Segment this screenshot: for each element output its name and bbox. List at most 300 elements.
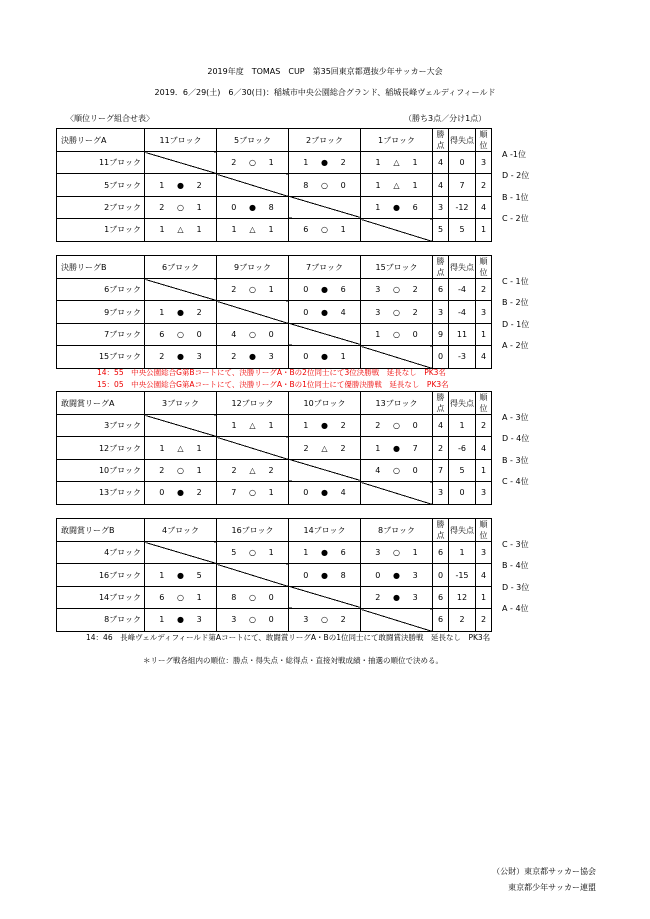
match-result bbox=[217, 415, 289, 437]
result-mark: △ bbox=[249, 225, 256, 235]
table-row bbox=[57, 346, 492, 368]
score-for: 3 bbox=[303, 615, 309, 625]
score-for: 1 bbox=[159, 307, 165, 317]
row-team-label: 4ブロック bbox=[57, 542, 145, 564]
score-against: 1 bbox=[268, 488, 274, 498]
org-association: （公財）東京都サッカー協会 bbox=[492, 867, 596, 876]
result-mark: ● bbox=[393, 202, 400, 212]
score-against: 2 bbox=[196, 488, 202, 498]
score-for: 1 bbox=[375, 158, 381, 168]
points-value: 3 bbox=[433, 482, 449, 504]
diagonal-cell bbox=[145, 279, 217, 301]
score-for: 1 bbox=[159, 443, 165, 453]
match-result bbox=[289, 301, 361, 323]
diff-value: -12 bbox=[449, 196, 476, 218]
match-result bbox=[145, 196, 217, 218]
score-against: 4 bbox=[340, 307, 346, 317]
result-mark: ● bbox=[321, 285, 328, 295]
diff-value: 5 bbox=[449, 459, 476, 481]
score-against: 4 bbox=[340, 488, 346, 498]
table-row bbox=[57, 301, 492, 323]
score-for: 1 bbox=[159, 570, 165, 580]
placement-label: B - 2位 bbox=[502, 298, 529, 308]
team-header: 3ブロック bbox=[145, 392, 217, 415]
rank-value: 1 bbox=[476, 323, 492, 345]
team-header: 8ブロック bbox=[361, 519, 433, 542]
diff-value: 2 bbox=[449, 609, 476, 631]
points-value: 4 bbox=[433, 174, 449, 196]
match-result bbox=[289, 482, 361, 504]
rank-value: 4 bbox=[476, 346, 492, 368]
ranking-note: ＊リーグ戦各組内の順位：勝点・得失点・総得点・直接対戦成績・抽選の順位で決める。 bbox=[143, 656, 443, 665]
rank-value: 4 bbox=[476, 437, 492, 459]
match-result bbox=[145, 609, 217, 631]
match-result bbox=[361, 279, 433, 301]
league-table bbox=[56, 518, 492, 632]
rank-header: 順位 bbox=[476, 519, 492, 542]
result-mark: △ bbox=[393, 158, 400, 168]
placement-label: B - 3位 bbox=[502, 455, 529, 465]
score-for: 3 bbox=[375, 548, 381, 558]
score-against: 2 bbox=[412, 285, 418, 295]
result-mark: △ bbox=[249, 421, 256, 431]
table-row bbox=[57, 437, 492, 459]
score-for: 4 bbox=[231, 329, 237, 339]
score-for: 6 bbox=[159, 592, 165, 602]
diff-header: 得失点 bbox=[449, 519, 476, 542]
result-mark: ○ bbox=[249, 329, 256, 339]
points-header: 勝点 bbox=[433, 256, 449, 279]
score-against: 1 bbox=[196, 225, 202, 235]
diff-value: 5 bbox=[449, 219, 476, 241]
points-value: 5 bbox=[433, 219, 449, 241]
table-row bbox=[57, 542, 492, 564]
rank-value: 2 bbox=[476, 174, 492, 196]
diagonal-cell bbox=[217, 174, 289, 196]
diff-value: -3 bbox=[449, 346, 476, 368]
score-against: 3 bbox=[412, 570, 418, 580]
points-value: 6 bbox=[433, 542, 449, 564]
score-for: 2 bbox=[231, 465, 237, 475]
result-mark: ○ bbox=[393, 465, 400, 475]
match-result bbox=[289, 152, 361, 174]
row-team-label: 8ブロック bbox=[57, 609, 145, 631]
table-row bbox=[57, 279, 492, 301]
league-table bbox=[56, 128, 492, 242]
row-team-label: 12ブロック bbox=[57, 437, 145, 459]
diagonal-cell bbox=[361, 609, 433, 631]
result-mark: △ bbox=[321, 443, 328, 453]
placement-label: C - 3位 bbox=[502, 540, 529, 549]
page-title: 2019年度 TOMAS CUP 第35回東京都選抜少年サッカー大会 bbox=[207, 67, 443, 76]
placement-label: B - 1位 bbox=[502, 192, 529, 202]
league-name: 決勝リーグA bbox=[57, 129, 145, 152]
rank-value: 2 bbox=[476, 279, 492, 301]
diff-value: 7 bbox=[449, 174, 476, 196]
result-mark: ● bbox=[321, 307, 328, 317]
match-result bbox=[361, 542, 433, 564]
result-mark: ○ bbox=[249, 488, 256, 498]
result-mark: ○ bbox=[249, 158, 256, 168]
score-against: 6 bbox=[412, 202, 418, 212]
diagonal-cell bbox=[145, 542, 217, 564]
placement-label: A -1位 bbox=[502, 150, 526, 159]
result-mark: ● bbox=[177, 615, 184, 625]
score-against: 3 bbox=[412, 592, 418, 602]
match-result bbox=[145, 437, 217, 459]
result-mark: ● bbox=[177, 570, 184, 580]
red-note-1: 14：55 中央公園総合G第Bコートにて、決勝リーグA・Bの2位同士にて3位決勝戦 延長なし PK3名 bbox=[97, 368, 446, 377]
placement-label: A - 2位 bbox=[502, 341, 529, 351]
score-for: 1 bbox=[375, 329, 381, 339]
table-row bbox=[57, 482, 492, 504]
red-note-2: 15：05 中央公園総合G第Aコートにて、決勝リーグA・Bの1位同士にて優勝決勝戦 延長なし PK3名 bbox=[97, 380, 449, 389]
score-against: 1 bbox=[268, 548, 274, 558]
score-against: 0 bbox=[412, 421, 418, 431]
match-result bbox=[361, 437, 433, 459]
score-for: 1 bbox=[303, 421, 309, 431]
score-against: 0 bbox=[412, 329, 418, 339]
score-against: 3 bbox=[268, 352, 274, 362]
score-for: 1 bbox=[375, 202, 381, 212]
diagonal-cell bbox=[289, 323, 361, 345]
diagonal-cell bbox=[361, 346, 433, 368]
match-result bbox=[217, 279, 289, 301]
diff-header: 得失点 bbox=[449, 129, 476, 152]
match-result bbox=[289, 219, 361, 241]
match-result bbox=[217, 482, 289, 504]
team-header: 13ブロック bbox=[361, 392, 433, 415]
team-header: 9ブロック bbox=[217, 256, 289, 279]
result-mark: ○ bbox=[321, 225, 328, 235]
score-against: 2 bbox=[196, 307, 202, 317]
row-team-label: 3ブロック bbox=[57, 415, 145, 437]
score-for: 1 bbox=[303, 158, 309, 168]
rank-header: 順位 bbox=[476, 256, 492, 279]
score-for: 2 bbox=[231, 158, 237, 168]
match-result bbox=[289, 174, 361, 196]
match-result bbox=[289, 346, 361, 368]
placement-label: D - 4位 bbox=[502, 434, 530, 444]
score-for: 2 bbox=[375, 592, 381, 602]
match-result bbox=[217, 196, 289, 218]
row-team-label: 1ブロック bbox=[57, 219, 145, 241]
score-against: 2 bbox=[340, 421, 346, 431]
match-result bbox=[361, 586, 433, 608]
match-result bbox=[361, 459, 433, 481]
table-row bbox=[57, 415, 492, 437]
diagonal-cell bbox=[217, 437, 289, 459]
score-against: 6 bbox=[340, 548, 346, 558]
rank-value: 2 bbox=[476, 415, 492, 437]
match-result bbox=[289, 564, 361, 586]
score-for: 0 bbox=[303, 307, 309, 317]
black-note: 14：46 長峰ヴェルディフィールド第Aコートにて、敢闘賞リーグA・Bの1位同士にて敢闘賞決勝戦 延長なし PK3名 bbox=[86, 633, 491, 642]
score-against: 1 bbox=[412, 158, 418, 168]
score-for: 0 bbox=[303, 285, 309, 295]
match-result bbox=[217, 586, 289, 608]
points-value: 4 bbox=[433, 415, 449, 437]
org-federation: 東京都少年サッカー連盟 bbox=[508, 883, 596, 892]
match-result bbox=[145, 482, 217, 504]
score-against: 1 bbox=[412, 180, 418, 190]
placement-label: A - 4位 bbox=[502, 604, 529, 614]
score-against: 1 bbox=[268, 158, 274, 168]
match-result bbox=[145, 459, 217, 481]
score-for: 1 bbox=[375, 180, 381, 190]
row-team-label: 9ブロック bbox=[57, 301, 145, 323]
placement-label: C - 2位 bbox=[502, 214, 529, 224]
score-against: 8 bbox=[340, 570, 346, 580]
score-against: 1 bbox=[340, 352, 346, 362]
table-row bbox=[57, 174, 492, 196]
points-value: 6 bbox=[433, 609, 449, 631]
score-for: 1 bbox=[303, 548, 309, 558]
result-mark: ● bbox=[177, 352, 184, 362]
score-for: 1 bbox=[159, 180, 165, 190]
rank-value: 4 bbox=[476, 196, 492, 218]
row-team-label: 2ブロック bbox=[57, 196, 145, 218]
match-result bbox=[289, 542, 361, 564]
row-team-label: 6ブロック bbox=[57, 279, 145, 301]
score-against: 1 bbox=[340, 225, 346, 235]
match-result bbox=[361, 323, 433, 345]
score-against: 0 bbox=[268, 329, 274, 339]
placement-label: C - 4位 bbox=[502, 477, 529, 487]
result-mark: ○ bbox=[393, 307, 400, 317]
diff-value: 12 bbox=[449, 586, 476, 608]
team-header: 4ブロック bbox=[145, 519, 217, 542]
table-row bbox=[57, 564, 492, 586]
result-mark: ● bbox=[393, 570, 400, 580]
score-for: 6 bbox=[159, 329, 165, 339]
result-mark: ● bbox=[393, 443, 400, 453]
score-against: 2 bbox=[340, 615, 346, 625]
placement-label: D - 3位 bbox=[502, 582, 530, 592]
table-row bbox=[57, 459, 492, 481]
match-result bbox=[361, 174, 433, 196]
score-against: 1 bbox=[196, 443, 202, 453]
rank-value: 1 bbox=[476, 219, 492, 241]
rank-value: 3 bbox=[476, 542, 492, 564]
team-header: 6ブロック bbox=[145, 256, 217, 279]
result-mark: ○ bbox=[177, 592, 184, 602]
match-result bbox=[289, 609, 361, 631]
rank-value: 1 bbox=[476, 586, 492, 608]
score-for: 3 bbox=[375, 307, 381, 317]
league-name: 敢闘賞リーグA bbox=[57, 392, 145, 415]
score-for: 1 bbox=[159, 615, 165, 625]
score-against: 2 bbox=[196, 180, 202, 190]
match-result bbox=[217, 459, 289, 481]
diagonal-cell bbox=[217, 301, 289, 323]
team-header: 16ブロック bbox=[217, 519, 289, 542]
table-row bbox=[57, 323, 492, 345]
rank-value: 4 bbox=[476, 564, 492, 586]
score-for: 2 bbox=[159, 465, 165, 475]
team-header: 5ブロック bbox=[217, 129, 289, 152]
table-row bbox=[57, 152, 492, 174]
table-row bbox=[57, 196, 492, 218]
score-against: 2 bbox=[412, 307, 418, 317]
points-header: 勝点 bbox=[433, 129, 449, 152]
score-for: 8 bbox=[303, 180, 309, 190]
page-subtitle: 2019．6／29(土) 6／30(日)：稲城市中央公園総合グランド、稲城長峰ヴェルディフィールド bbox=[154, 88, 496, 97]
rank-value: 3 bbox=[476, 301, 492, 323]
row-team-label: 13ブロック bbox=[57, 482, 145, 504]
match-result bbox=[145, 346, 217, 368]
result-mark: ○ bbox=[393, 421, 400, 431]
score-for: 0 bbox=[303, 570, 309, 580]
result-mark: ○ bbox=[177, 202, 184, 212]
result-mark: ○ bbox=[321, 180, 328, 190]
score-for: 2 bbox=[159, 352, 165, 362]
points-value: 4 bbox=[433, 152, 449, 174]
match-result bbox=[361, 196, 433, 218]
result-mark: △ bbox=[393, 180, 400, 190]
row-team-label: 16ブロック bbox=[57, 564, 145, 586]
row-team-label: 10ブロック bbox=[57, 459, 145, 481]
score-for: 3 bbox=[231, 615, 237, 625]
points-rule: （勝ち3点／分け1点） bbox=[404, 114, 487, 123]
match-result bbox=[145, 174, 217, 196]
table-row bbox=[57, 586, 492, 608]
score-for: 0 bbox=[159, 488, 165, 498]
score-for: 6 bbox=[303, 225, 309, 235]
match-result bbox=[217, 219, 289, 241]
score-for: 2 bbox=[375, 421, 381, 431]
points-value: 3 bbox=[433, 196, 449, 218]
league-name: 敢闘賞リーグB bbox=[57, 519, 145, 542]
placement-label: D - 2位 bbox=[502, 171, 530, 181]
match-result bbox=[145, 301, 217, 323]
row-team-label: 5ブロック bbox=[57, 174, 145, 196]
team-header: 2ブロック bbox=[289, 129, 361, 152]
match-result bbox=[217, 346, 289, 368]
table-row bbox=[57, 609, 492, 631]
score-for: 3 bbox=[375, 285, 381, 295]
match-result bbox=[361, 152, 433, 174]
result-mark: ● bbox=[321, 352, 328, 362]
table-row bbox=[57, 219, 492, 241]
result-mark: ○ bbox=[321, 615, 328, 625]
diagonal-cell bbox=[289, 196, 361, 218]
result-mark: ○ bbox=[249, 592, 256, 602]
diagonal-cell bbox=[289, 459, 361, 481]
match-result bbox=[145, 219, 217, 241]
result-mark: ○ bbox=[177, 465, 184, 475]
score-for: 0 bbox=[303, 488, 309, 498]
result-mark: ● bbox=[321, 158, 328, 168]
league-name: 決勝リーグB bbox=[57, 256, 145, 279]
score-for: 0 bbox=[231, 202, 237, 212]
diff-value: -4 bbox=[449, 301, 476, 323]
score-against: 2 bbox=[340, 443, 346, 453]
diff-value: 0 bbox=[449, 482, 476, 504]
diff-value: 11 bbox=[449, 323, 476, 345]
row-team-label: 14ブロック bbox=[57, 586, 145, 608]
diff-header: 得失点 bbox=[449, 392, 476, 415]
rank-value: 1 bbox=[476, 459, 492, 481]
score-for: 1 bbox=[231, 421, 237, 431]
result-mark: ○ bbox=[249, 548, 256, 558]
score-against: 8 bbox=[268, 202, 274, 212]
result-mark: ○ bbox=[393, 285, 400, 295]
score-against: 2 bbox=[340, 158, 346, 168]
match-result bbox=[361, 301, 433, 323]
score-for: 2 bbox=[159, 202, 165, 212]
match-result bbox=[217, 609, 289, 631]
diagonal-cell bbox=[361, 482, 433, 504]
result-mark: ● bbox=[321, 548, 328, 558]
team-header: 15ブロック bbox=[361, 256, 433, 279]
score-against: 6 bbox=[340, 285, 346, 295]
rank-value: 2 bbox=[476, 609, 492, 631]
rank-value: 3 bbox=[476, 482, 492, 504]
score-for: 1 bbox=[231, 225, 237, 235]
match-result bbox=[145, 586, 217, 608]
score-against: 1 bbox=[268, 285, 274, 295]
rank-header: 順位 bbox=[476, 129, 492, 152]
result-mark: △ bbox=[249, 465, 256, 475]
league-table bbox=[56, 255, 492, 369]
score-for: 5 bbox=[231, 548, 237, 558]
match-result bbox=[145, 564, 217, 586]
result-mark: ● bbox=[249, 202, 256, 212]
score-against: 0 bbox=[340, 180, 346, 190]
diff-value: 0 bbox=[449, 152, 476, 174]
points-value: 9 bbox=[433, 323, 449, 345]
match-result bbox=[217, 323, 289, 345]
score-against: 3 bbox=[196, 615, 202, 625]
points-header: 勝点 bbox=[433, 519, 449, 542]
result-mark: ○ bbox=[393, 329, 400, 339]
points-value: 2 bbox=[433, 437, 449, 459]
score-for: 8 bbox=[231, 592, 237, 602]
score-against: 0 bbox=[412, 465, 418, 475]
match-result bbox=[145, 323, 217, 345]
match-result bbox=[361, 564, 433, 586]
score-for: 0 bbox=[303, 352, 309, 362]
diff-value: 1 bbox=[449, 415, 476, 437]
team-header: 10ブロック bbox=[289, 392, 361, 415]
diff-value: -4 bbox=[449, 279, 476, 301]
score-for: 7 bbox=[231, 488, 237, 498]
result-mark: △ bbox=[177, 443, 184, 453]
result-mark: ○ bbox=[249, 285, 256, 295]
score-against: 1 bbox=[412, 548, 418, 558]
score-for: 4 bbox=[375, 465, 381, 475]
result-mark: ● bbox=[177, 488, 184, 498]
result-mark: ● bbox=[321, 488, 328, 498]
score-for: 0 bbox=[375, 570, 381, 580]
placement-label: C - 1位 bbox=[502, 277, 529, 286]
rank-value: 3 bbox=[476, 152, 492, 174]
points-header: 勝点 bbox=[433, 392, 449, 415]
match-result bbox=[217, 542, 289, 564]
placement-label: D - 1位 bbox=[502, 319, 530, 329]
points-value: 0 bbox=[433, 564, 449, 586]
result-mark: ● bbox=[321, 570, 328, 580]
score-against: 3 bbox=[196, 352, 202, 362]
score-against: 1 bbox=[268, 225, 274, 235]
score-against: 1 bbox=[196, 465, 202, 475]
points-value: 7 bbox=[433, 459, 449, 481]
team-header: 12ブロック bbox=[217, 392, 289, 415]
score-for: 2 bbox=[231, 285, 237, 295]
team-header: 11ブロック bbox=[145, 129, 217, 152]
diagonal-cell bbox=[145, 415, 217, 437]
